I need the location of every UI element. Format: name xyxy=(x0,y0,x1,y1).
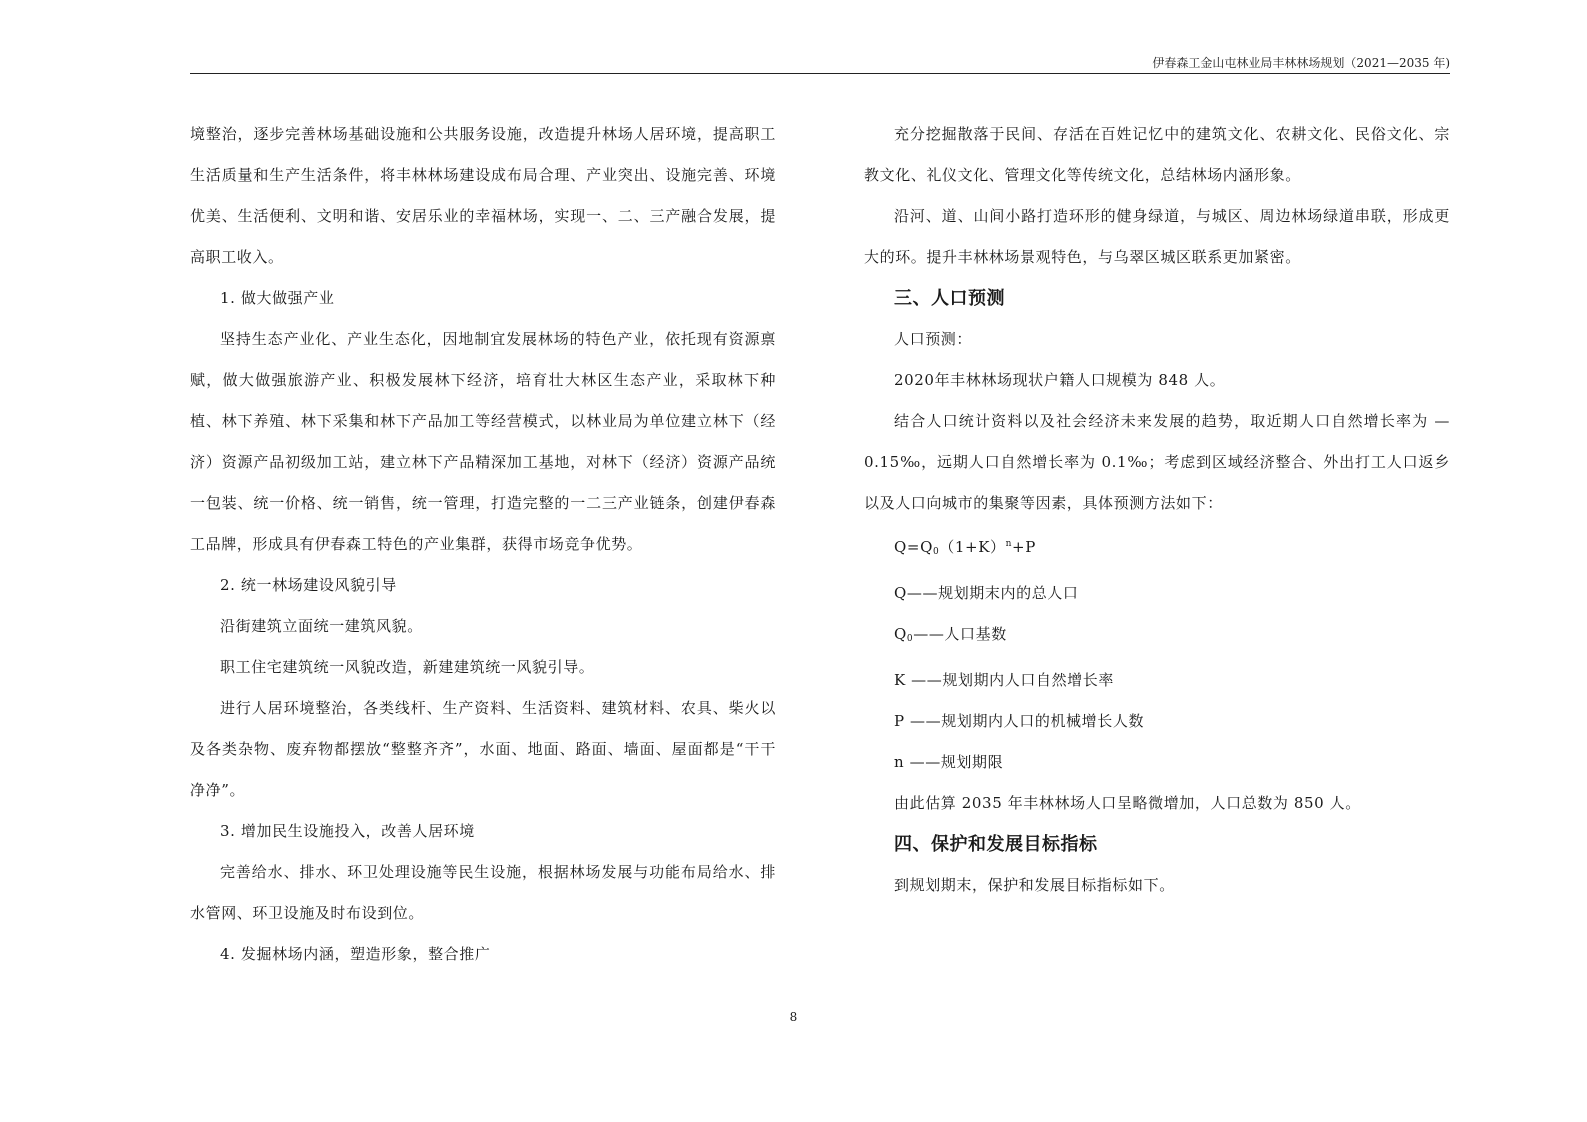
section-heading-targets: 四、保护和发展目标指标 xyxy=(894,834,1098,855)
paragraph-environment: 境整治，逐步完善林场基础设施和公共服务设施，改造提升林场人居环境，提高职工生活质量和生产生活条件，将丰林林场建设成布局合理、产业突出、设施完善、环境优美、生活便利、文明和谐、安居乐业的幸福林场，实现一、二、三产融合发展，提高职工收入。 xyxy=(190,125,776,266)
definition-n: n ——规划期限 xyxy=(894,753,1004,771)
formula-subscript: 0 xyxy=(932,547,940,557)
item-1-title: 1. 做大做强产业 xyxy=(220,289,335,307)
item-4-title: 4. 发掘林场内涵，塑造形象，整合推广 xyxy=(220,945,491,963)
paragraph-greenway: 沿河、道、山间小路打造环形的健身绿道，与城区、周边林场绿道串联，形成更大的环。提升丰林林场景观特色，与乌翠区城区联系更加紧密。 xyxy=(864,207,1450,266)
item-3-title: 3. 增加民生设施投入，改善人居环境 xyxy=(220,822,475,840)
population-current: 2020年丰林林场现状户籍人口规模为 848 人。 xyxy=(894,371,1226,389)
formula-rhs: +P xyxy=(1012,538,1036,556)
item-2-paragraph-2: 职工住宅建筑统一风貌改造，新建建筑统一风貌引导。 xyxy=(220,658,595,676)
definition-q0 xyxy=(864,614,1450,660)
definition-p: P ——规划期内人口的机械增长人数 xyxy=(894,712,1145,730)
item-2-title: 2. 统一林场建设风貌引导 xyxy=(220,576,397,594)
running-header: 伊春森工金山屯林业局丰林林场规划（2021—2035 年) xyxy=(1152,56,1450,70)
left-column xyxy=(190,114,776,975)
formula-mid: （1+K） xyxy=(939,538,1006,556)
definition-q0-symbol: Q xyxy=(894,625,907,643)
population-formula xyxy=(864,524,1450,573)
formula-lhs: Q=Q xyxy=(894,538,933,556)
paragraph-culture: 充分挖掘散落于民间、存活在百姓记忆中的建筑文化、农耕文化、民俗文化、宗教文化、礼仪文化、管理文化等传统文化，总结林场内涵形象。 xyxy=(864,125,1450,184)
item-2-paragraph-1: 沿街建筑立面统一建筑风貌。 xyxy=(220,617,423,635)
population-growth-rates: 结合人口统计资料以及社会经济未来发展的趋势，取近期人口自然增长率为 —0.15‰，远期人口自然增长率为 0.1‰；考虑到区域经济整合、外出打工人口返乡以及人口向城市的集聚等因素，具体预测方法如下： xyxy=(864,412,1450,512)
population-intro: 人口预测： xyxy=(894,330,973,348)
item-3-body: 完善给水、排水、环卫处理设施等民生设施，根据林场发展与功能布局给水、排水管网、环卫设施及时布设到位。 xyxy=(190,863,776,922)
definition-q0-subscript: 0 xyxy=(906,634,914,644)
definition-q0-text: ——人口基数 xyxy=(913,625,1007,643)
definition-k: K ——规划期内人口自然增长率 xyxy=(894,671,1114,689)
right-column xyxy=(864,114,1450,906)
item-1-body: 坚持生态产业化、产业生态化，因地制宜发展林场的特色产业，依托现有资源禀赋，做大做强旅游产业、积极发展林下经济，培育壮大林区生态产业，采取林下种植、林下养殖、林下采集和林下产品加工等经营模式，以林业局为单位建立林下（经济）资源产品初级加工站，建立林下产品精深加工基地，对林下（经济）资源产品统一包装、统一价格、统一销售，统一管理，打造完整的一二三产业链条，创建伊春森工品牌，形成具有伊春森工特色的产业集群，获得市场竞争优势。 xyxy=(190,330,776,553)
targets-intro: 到规划期末，保护和发展目标指标如下。 xyxy=(894,876,1175,894)
section-heading-population: 三、人口预测 xyxy=(894,288,1005,309)
header-rule xyxy=(190,73,1450,74)
page-number: 8 xyxy=(789,1010,798,1024)
item-2-paragraph-3: 进行人居环境整治，各类线杆、生产资料、生活资料、建筑材料、农具、柴火以及各类杂物、废弃物都摆放“整整齐齐”，水面、地面、路面、墙面、屋面都是“干干净净”。 xyxy=(190,699,776,799)
formula-superscript: n xyxy=(1005,539,1013,549)
population-conclusion: 由此估算 2035 年丰林林场人口呈略微增加，人口总数为 850 人。 xyxy=(894,794,1361,812)
definition-q: Q——规划期末内的总人口 xyxy=(894,584,1079,602)
